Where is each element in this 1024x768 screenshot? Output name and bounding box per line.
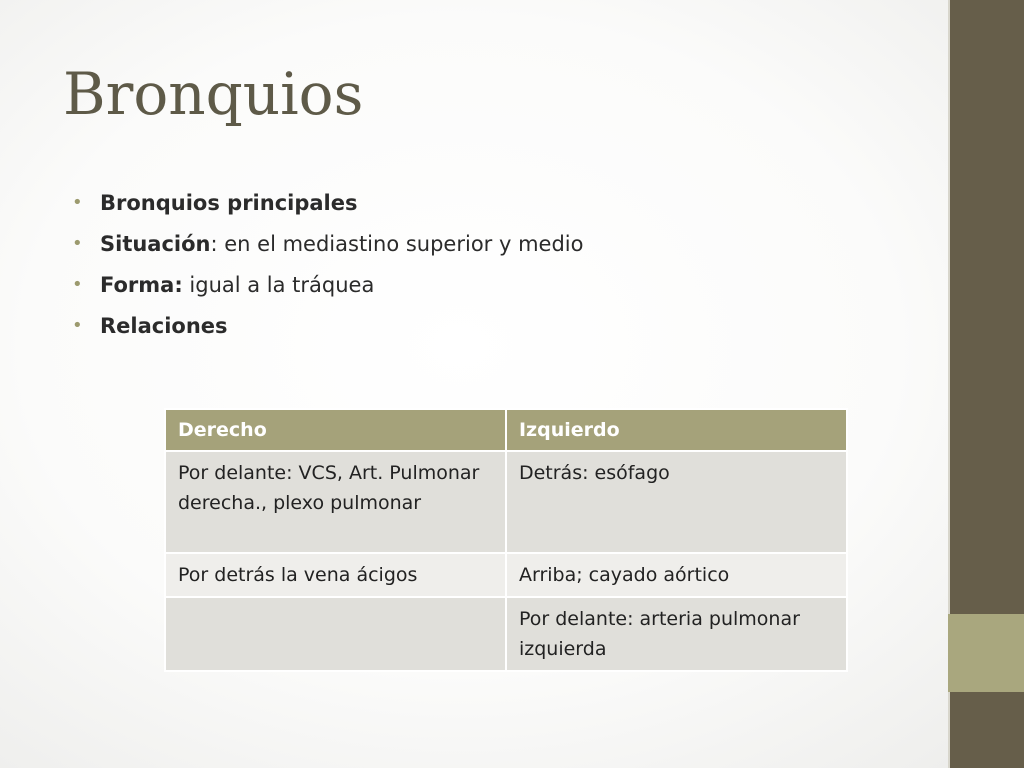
- bullet-list: [72, 184, 583, 348]
- table-cell: Por delante: VCS, Art. Pulmonar derecha., plexo pulmonar: [165, 451, 506, 553]
- table-row: [165, 553, 847, 597]
- bullet-bold-text: Bronquios principales: [100, 191, 358, 215]
- column-header-izquierdo: Izquierdo: [506, 409, 847, 451]
- table-header-row: [165, 409, 847, 451]
- column-header-derecho: Derecho: [165, 409, 506, 451]
- bullet-bold-text: Forma:: [100, 273, 183, 297]
- table-cell: [165, 597, 506, 671]
- bullet-item: [72, 225, 583, 266]
- slide-title: Bronquios: [63, 60, 364, 128]
- bullet-item: [72, 184, 583, 225]
- bullet-dot-icon: •: [72, 192, 83, 213]
- table-row: [165, 451, 847, 553]
- bullet-item: [72, 266, 583, 307]
- table-row: [165, 597, 847, 671]
- table-cell: Por delante: arteria pulmonar izquierda: [506, 597, 847, 671]
- relations-table: [164, 408, 848, 672]
- bullet-text: igual a la tráquea: [182, 273, 375, 297]
- bullet-item: [72, 307, 583, 348]
- table-cell: Arriba; cayado aórtico: [506, 553, 847, 597]
- bullet-text: : en el mediastino superior y medio: [210, 232, 584, 256]
- decorative-sidebar: [948, 0, 1024, 768]
- bullet-dot-icon: •: [72, 315, 83, 336]
- table-cell: Detrás: esófago: [506, 451, 847, 553]
- bullet-bold-text: Relaciones: [100, 314, 228, 338]
- bullet-dot-icon: •: [72, 233, 83, 254]
- sidebar-accent-block: [948, 614, 1024, 692]
- table-cell: Por detrás la vena ácigos: [165, 553, 506, 597]
- bullet-bold-text: Situación: [100, 232, 211, 256]
- bullet-dot-icon: •: [72, 274, 83, 295]
